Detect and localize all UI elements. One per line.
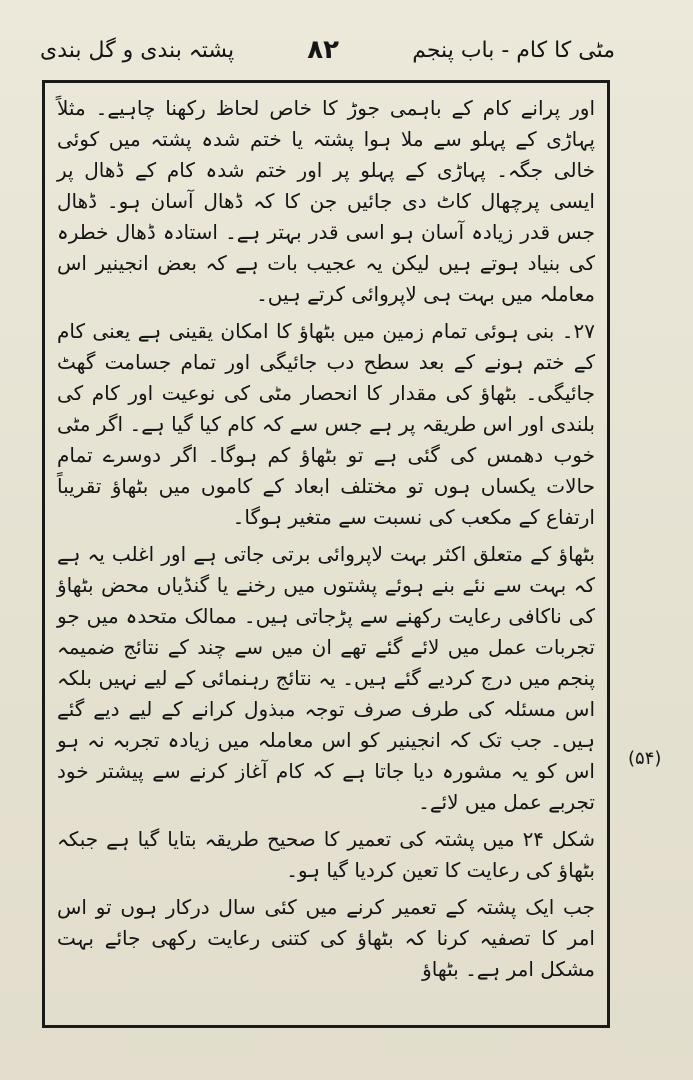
chapter-title: مٹی کا کام - باب پنجم — [412, 37, 615, 63]
paragraph: بٹھاؤ کے متعلق اکثر بہت لاپروائی برتی جاتی ہے اور اغلب یہ ہے کہ بہت سے نئے بنے ہوئے پشتوں میں رخنے یا گنڈیاں محض بٹھاؤ کی ناکافی رعایت رکھنے سے پڑجاتی ہیں۔ ممالک متحدہ میں جو تجربات عمل میں لائے گئے تھے ان میں سے چند کے نتائج ضمیمہ پنجم میں درج کردیے گئے ہیں۔ یہ نتائج رہنمائی کے لیے نہیں بلکہ اس مسئلہ کی طرف صرف توجہ مبذول کرانے کے لیے دیے گئے ہیں۔ جب تک کہ انجینیر کو اس معاملہ میں زیادہ تجربہ نہ ہو اس کو یہ مشورہ دیا جاتا ہے کہ کام آغاز کرنے سے پیشتر خود تجربے عمل میں لائے۔ — [57, 542, 595, 814]
paragraph: جب ایک پشتہ کے تعمیر کرنے میں کئی سال درکار ہوں تو اس امر کا تصفیہ کرنا کہ بٹھاؤ کی کتنی رعایت رکھی جائے بہت مشکل امر ہے۔ بٹھاؤ — [57, 895, 595, 981]
page-header — [40, 28, 615, 72]
page-number: ۸۲ — [307, 35, 340, 65]
body-text — [57, 93, 595, 985]
text-frame — [42, 80, 610, 1028]
section-title: پشتہ بندی و گل بندی — [40, 37, 235, 63]
paragraph: اور پرانے کام کے باہمی جوڑ کا خاص لحاظ رکھنا چاہیے۔ مثلاً پہاڑی کے پہلو سے ملا ہوا پشتہ یا ختم شدہ پشتہ میں کوئی خالی جگہ۔ پہاڑی کے پہلو پر اور ختم شدہ کام کے ڈھال پر ایسی پرچھال کاٹ دی جائیں جن کا کہ ڈھال آسان ہو۔ ڈھال جس قدر زیادہ آسان ہو اسی قدر بہتر ہے۔ استادہ ڈھال خطرہ کی بنیاد ہوتے ہیں لیکن یہ عجیب بات ہے کہ بعض انجینیر اس معاملہ میں بہت ہی لاپروائی کرتے ہیں۔ — [57, 96, 595, 306]
paragraph: ۲۷۔ بنی ہوئی تمام زمین میں بٹھاؤ کا امکان یقینی ہے یعنی کام کے ختم ہونے کے بعد سطح دب جائیگی اور تمام جسامت گھٹ جائیگی۔ بٹھاؤ کی مقدار کا انحصار مٹی کی نوعیت اور کام کی بلندی اور اس طریقہ پر ہے جس سے کہ کام کیا گیا ہے۔ اگر مٹی خوب دھمس کی گئی ہے تو بٹھاؤ کم ہوگا۔ اگر دوسرے تمام حالات یکساں ہوں تو مختلف ابعاد کے کاموں میں بٹھاؤ تقریباً ارتفاع کے مکعب کی نسبت سے متغیر ہوگا۔ — [57, 319, 595, 529]
paragraph: شکل ۲۴ میں پشتہ کی تعمیر کا صحیح طریقہ بتایا گیا ہے جبکہ بٹھاؤ کی رعایت کا تعین کردیا گیا ہو۔ — [57, 827, 595, 882]
margin-reference: (۵۴) — [628, 748, 662, 769]
